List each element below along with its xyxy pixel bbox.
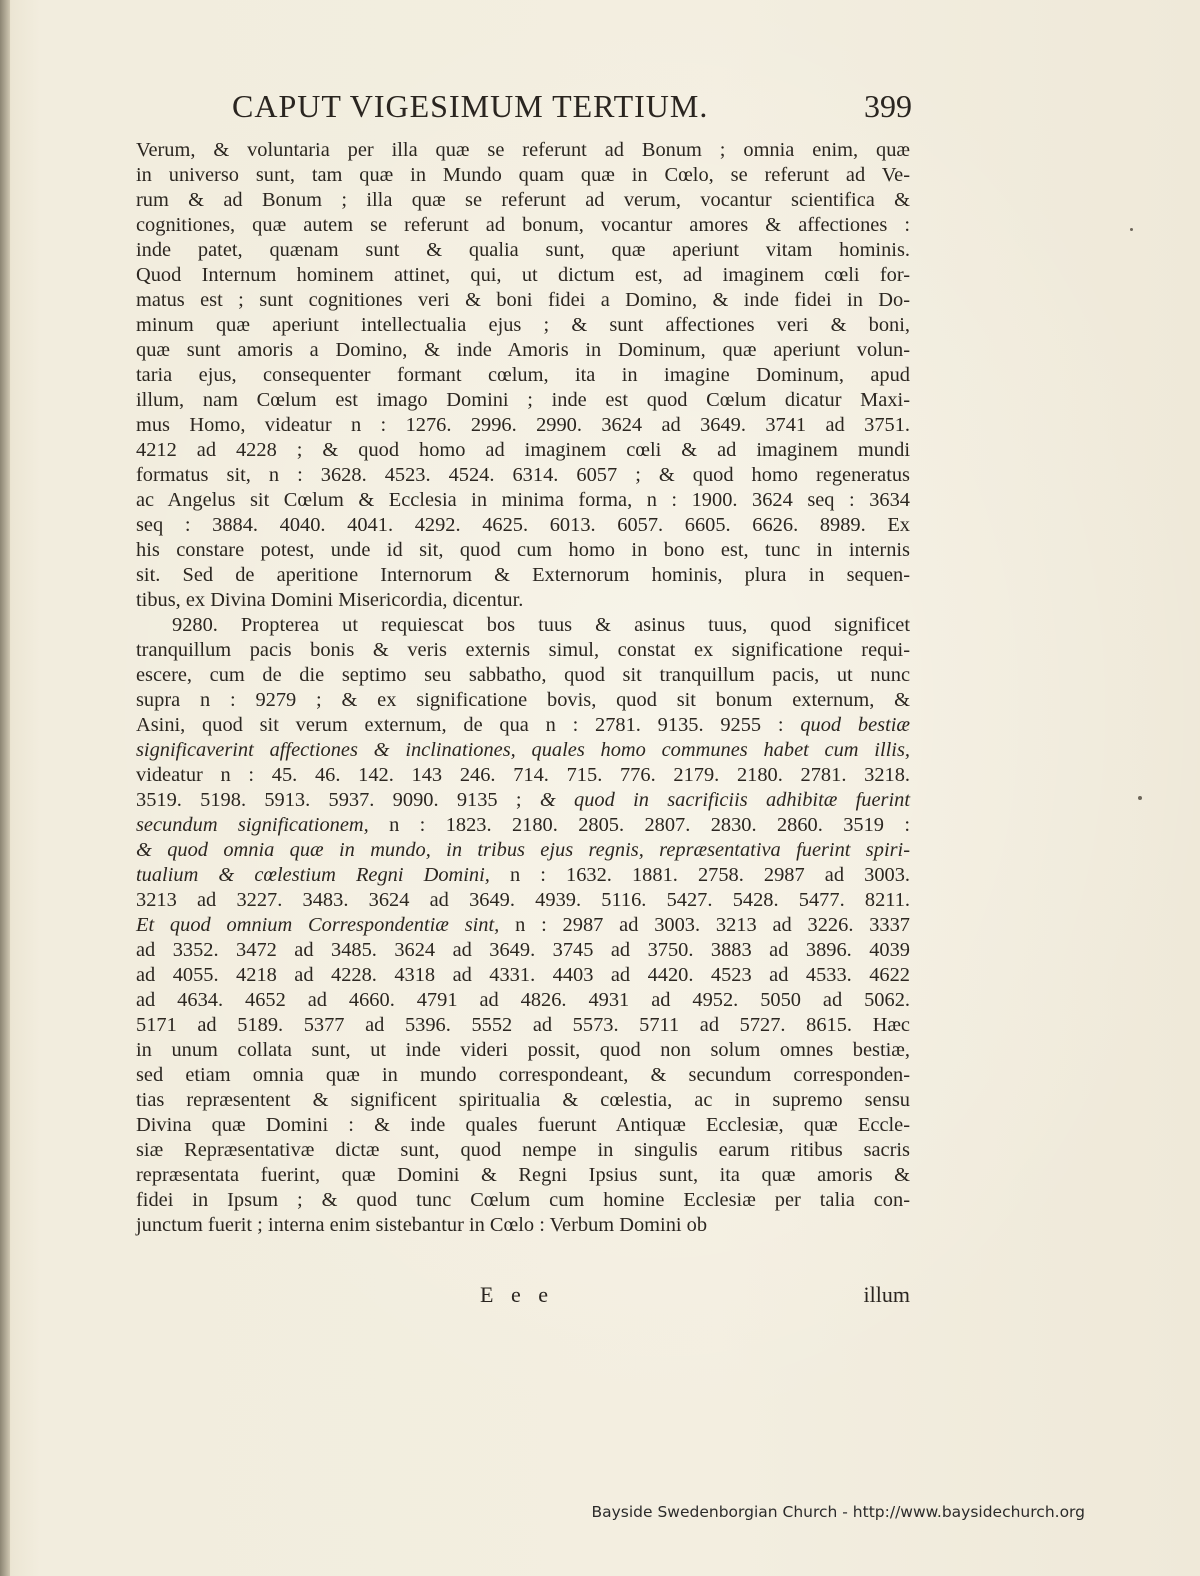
text-line [136, 838, 910, 863]
text-run: tias repræsentent & significent spiritualia & cœlestia, ac in supremo sensu [136, 1089, 910, 1111]
text-line [136, 488, 910, 513]
text-line [136, 263, 910, 288]
text-run: sit. Sed de aperitione Internorum & Externorum hominis, plura in sequen- [136, 564, 910, 586]
text-line [136, 513, 910, 538]
text-run: ad 3352. 3472 ad 3485. 3624 ad 3649. 3745 ad 3750. 3883 ad 3896. 4039 [136, 939, 910, 961]
text-run: 3519. 5198. 5913. 5937. 9090. 9135 ; [136, 789, 540, 811]
text-run: matus est ; sunt cognitiones veri & boni fidei a Domino, & inde fidei in Do- [136, 289, 910, 311]
text-line [136, 588, 910, 613]
text-line [136, 138, 910, 163]
text-run: videatur n : 45. 46. 142. 143 246. 714. 715. 776. 2179. 2180. 2781. 3218. [136, 764, 910, 786]
text-run: formatus sit, n : 3628. 4523. 4524. 6314. 6057 ; & quod homo regeneratus [136, 464, 910, 486]
text-line [136, 1138, 910, 1163]
text-run: n : 1632. 1881. 2758. 2987 ad 3003. [489, 864, 910, 886]
text-line [136, 663, 910, 688]
text-line [136, 963, 910, 988]
text-line [136, 813, 910, 838]
text-run: 4212 ad 4228 ; & quod homo ad imaginem cœli & ad imaginem mundi [136, 439, 910, 461]
text-line [136, 988, 910, 1013]
text-line [136, 638, 910, 663]
text-line [136, 1163, 910, 1188]
text-line [136, 388, 910, 413]
text-run: tranquillum pacis bonis & veris externis simul, constat ex significatione requi- [136, 639, 910, 661]
text-line [136, 538, 910, 563]
text-line [136, 1013, 910, 1038]
italic-text: Et quod omnium Correspondentiæ sint, [136, 914, 500, 936]
text-run: siæ Repræsentativæ dictæ sunt, quod nempe in singulis earum ritibus sacris [136, 1139, 910, 1161]
italic-text: & quod omnia quæ in mundo, in tribus ejus regnis, repræsentativa fuerint spiri- [136, 839, 910, 861]
text-line [136, 288, 910, 313]
text-run: Verum, & voluntaria per illa quæ se referunt ad Bonum ; omnia enim, quæ [136, 139, 910, 161]
page-header [232, 88, 912, 132]
text-run: seq : 3884. 4040. 4041. 4292. 4625. 6013. 6057. 6605. 6626. 8989. Ex [136, 514, 910, 536]
italic-text: secundum significationem, [136, 814, 369, 836]
text-run: junctum fuerit ; interna enim sistebantur in Cœlo : Verbum Domini ob [136, 1214, 708, 1236]
text-run: ac Angelus sit Cœlum & Ecclesia in minima forma, n : 1900. 3624 seq : 3634 [136, 489, 910, 511]
running-head: CAPUT VIGESIMUM TERTIUM. [232, 88, 709, 124]
text-run: Quod Internum hominem attinet, qui, ut dictum est, ad imaginem cœli for- [136, 264, 910, 286]
text-run: rum & ad Bonum ; illa quæ se referunt ad verum, vocantur scientifica & [136, 189, 910, 211]
text-run: 5171 ad 5189. 5377 ad 5396. 5552 ad 5573. 5711 ad 5727. 8615. Hæc [136, 1014, 910, 1036]
text-run: supra n : 9279 ; & ex significatione bovis, quod sit bonum externum, & [136, 689, 910, 711]
text-run: ad 4055. 4218 ad 4228. 4318 ad 4331. 4403 ad 4420. 4523 ad 4533. 4622 [136, 964, 910, 986]
text-run: in universo sunt, tam quæ in Mundo quam quæ in Cœlo, se referunt ad Ve- [136, 164, 910, 186]
text-line [136, 1213, 910, 1238]
italic-text: quod bestiæ [800, 714, 910, 736]
text-line [136, 563, 910, 588]
body-text [136, 138, 910, 1238]
text-line [136, 238, 910, 263]
text-line [136, 938, 910, 963]
text-run: Asini, quod sit verum externum, de qua n : 2781. 9135. 9255 : [136, 714, 801, 736]
page-number: 399 [864, 88, 912, 124]
text-line [136, 1088, 910, 1113]
text-line [136, 213, 910, 238]
text-line [136, 463, 910, 488]
text-line [136, 1113, 910, 1138]
text-run: illum, nam Cœlum est imago Domini ; inde est quod Cœlum dicatur Maxi- [136, 389, 910, 411]
text-line [136, 763, 910, 788]
text-line [136, 613, 910, 638]
text-run: repræsentata fuerint, quæ Domini & Regni Ipsius sunt, ita quæ amoris & [136, 1164, 910, 1186]
text-run: 9280. Propterea ut requiescat bos tuus & asinus tuus, quod significet [172, 614, 910, 636]
text-line [136, 188, 910, 213]
italic-text: tualium & cœlestium Regni Domini, [136, 864, 490, 886]
text-run: minum quæ aperiunt intellectualia ejus ; & sunt affectiones veri & boni, [136, 314, 910, 336]
text-run: tibus, ex Divina Domini Misericordia, dicentur. [136, 589, 524, 611]
text-line [136, 863, 910, 888]
text-line [136, 913, 910, 938]
text-run: cognitiones, quæ autem se referunt ad bonum, vocantur amores & affectiones : [136, 214, 910, 236]
text-run: ad 4634. 4652 ad 4660. 4791 ad 4826. 4931 ad 4952. 5050 ad 5062. [136, 989, 910, 1011]
text-run: taria ejus, consequenter formant cœlum, ita in imagine Dominum, apud [136, 364, 910, 386]
paper-speck [1130, 228, 1133, 231]
text-line [136, 413, 910, 438]
italic-text: & quod in sacrificiis adhibitæ fuerint [539, 789, 910, 811]
text-run: escere, cum de die septimo seu sabbatho, quod sit tranquillum pacis, ut nunc [136, 664, 910, 686]
text-line [136, 888, 910, 913]
italic-text: significaverint affectiones & inclinationes, quales homo communes habet cum illis, [136, 739, 910, 761]
text-run: Divina quæ Domini : & inde quales fuerunt Antiquæ Ecclesiæ, quæ Eccle- [136, 1114, 910, 1136]
watermark-text: Bayside Swedenborgian Church - http://www.baysidechurch.org [591, 1503, 1085, 1521]
text-run: in unum collata sunt, ut inde videri possit, quod non solum omnes bestiæ, [136, 1039, 910, 1061]
paper-speck [1138, 796, 1142, 800]
text-line [136, 363, 910, 388]
text-run: fidei in Ipsum ; & quod tunc Cœlum cum homine Ecclesiæ per talia con- [136, 1189, 910, 1211]
text-line [136, 163, 910, 188]
signature-mark: E e e [480, 1282, 554, 1307]
text-line [136, 788, 910, 813]
text-run: his constare potest, unde id sit, quod cum homo in bono est, tunc in internis [136, 539, 910, 561]
text-line [136, 1063, 910, 1088]
text-run: quæ sunt amoris a Domino, & inde Amoris in Dominum, quæ aperiunt volun- [136, 339, 910, 361]
text-line [136, 438, 910, 463]
text-run: inde patet, quænam sunt & qualia sunt, quæ aperiunt vitam hominis. [136, 239, 910, 261]
text-line [136, 1038, 910, 1063]
text-line [136, 688, 910, 713]
text-run: mus Homo, videatur n : 1276. 2996. 2990. 3624 ad 3649. 3741 ad 3751. [136, 414, 910, 436]
text-run: n : 2987 ad 3003. 3213 ad 3226. 3337 [499, 914, 911, 936]
text-line [136, 1188, 910, 1213]
text-run: 3213 ad 3227. 3483. 3624 ad 3649. 4939. 5116. 5427. 5428. 5477. 8211. [136, 889, 910, 911]
catchword: illum [863, 1282, 910, 1307]
text-line [136, 338, 910, 363]
text-run: n : 1823. 2180. 2805. 2807. 2830. 2860. 3519 : [368, 814, 911, 836]
page-footer [136, 1282, 910, 1308]
text-run: sed etiam omnia quæ in mundo correspondeant, & secundum corresponden- [136, 1064, 910, 1086]
text-line [136, 713, 910, 738]
text-line [136, 738, 910, 763]
text-line [136, 313, 910, 338]
